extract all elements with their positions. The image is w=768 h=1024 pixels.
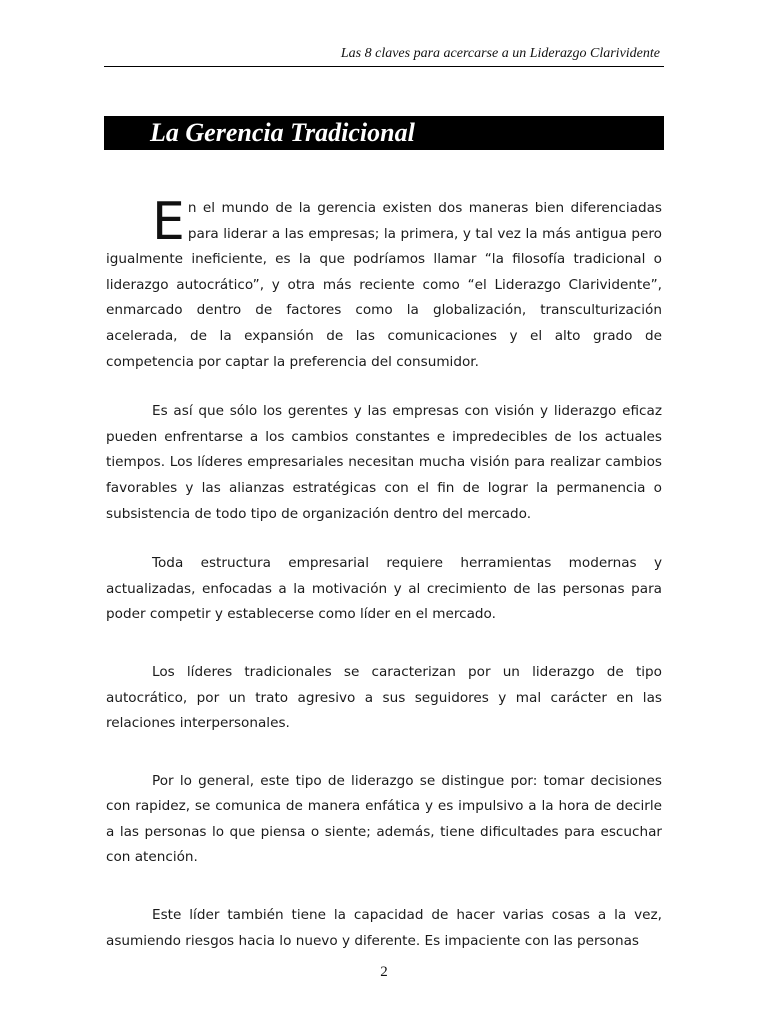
drop-cap: E bbox=[152, 192, 185, 252]
paragraph-1-text: n el mundo de la gerencia existen dos maneras bien diferenciadas para liderar a las empresas; la primera, y tal vez la más antigua pero igualmente ineficiente, es la que podríamos llamar “la filosofía tradicional o liderazgo autocrático”, y otra más reciente como “el Liderazgo Clarividente”, enmarcado dentro de factores como la globalización, transculturización acelerada, de la expansión de las comunicaciones y el alto grado de competencia por captar la preferencia del consumidor. bbox=[106, 200, 662, 370]
paragraph-4: Los líderes tradicionales se caracterizan por un liderazgo de tipo autocrático, por un trato agresivo a sus seguidores y mal carácter en las relaciones interpersonales. bbox=[106, 663, 662, 732]
paragraph-5: Por lo general, este tipo de liderazgo se distingue por: tomar decisiones con rapidez, se comunica de manera enfática y es impulsivo a la hora de decirle a las personas lo que piensa o siente; además, tiene dificultades para escuchar con atención. bbox=[106, 772, 662, 866]
running-header: Las 8 claves para acercarse a un Liderazgo Clarividente bbox=[340, 46, 660, 61]
paragraph-3: Toda estructura empresarial requiere herramientas modernas y actualizadas, enfocadas a la motivación y al crecimiento de las personas para poder competir y establecerse como líder en el mercado. bbox=[106, 555, 662, 623]
paragraph-6: Este líder también tiene la capacidad de hacer varias cosas a la vez, asumiendo riesgos hacia lo nuevo y diferente. Es impaciente con las personas bbox=[106, 907, 662, 949]
paragraph-2: Es así que sólo los gerentes y las empresas con visión y liderazgo eficaz pueden enfrentarse a los cambios constantes e impredecibles de los actuales tiempos. Los líderes empresariales necesitan mucha visión para realizar cambios favorables y las alianzas estratégicas con el fin de lograr la permanencia o subsistencia de todo tipo de organización dentro del mercado. bbox=[106, 403, 662, 522]
body-text bbox=[106, 192, 662, 954]
header-rule bbox=[104, 66, 664, 67]
section-title: La Gerencia Tradicional bbox=[104, 116, 664, 150]
page-number: 2 bbox=[380, 964, 388, 980]
paragraph-1 bbox=[106, 192, 662, 375]
